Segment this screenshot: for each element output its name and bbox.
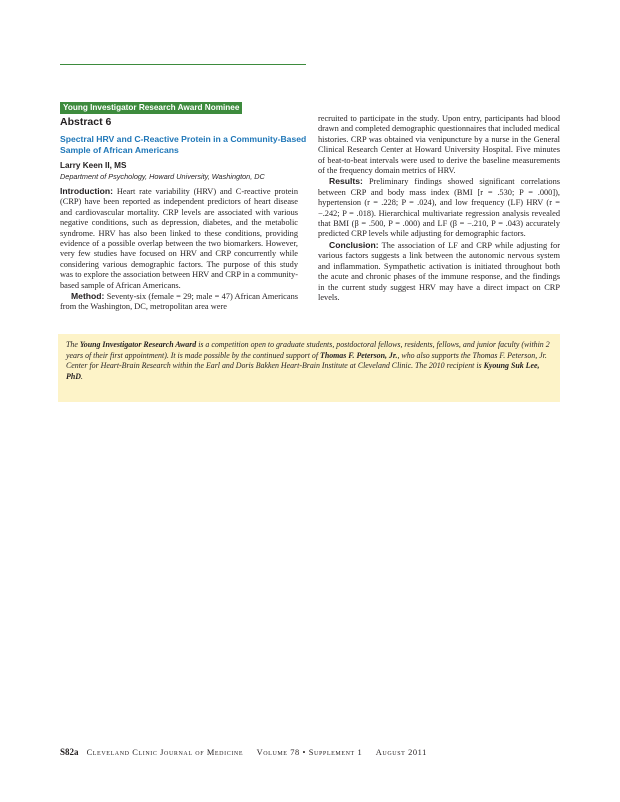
conclusion-heading: Conclusion:: [329, 239, 379, 250]
note-text: The: [66, 340, 80, 349]
award-note-box: [58, 334, 560, 402]
author: Larry Keen II, MS: [60, 161, 127, 170]
top-rule: [60, 64, 306, 65]
note-recipient: Kyoung Suk Lee, PhD: [66, 361, 540, 381]
abstract-title: Spectral HRV and C-Reactive Protein in a Community-Based Sample of African Americans: [60, 134, 307, 155]
issue-date: August 2011: [375, 748, 427, 757]
abstract-number: Abstract 6: [60, 116, 112, 128]
note-award-name: Young Investigator Research Award: [79, 340, 197, 349]
method-text: Seventy-six (female = 29; male = 47) African Americans from the Washington, DC, metropolitan area were: [60, 292, 298, 312]
conclusion-text: The association of LF and CRP while adjusting for various factors suggests a link between the autonomic nervous system and inflammation. Sympathetic activation is initiated throughout both the acute and chronic phases of the immune response, and the findings in the current study suggest HRV may have a direct impact on CRP levels.: [318, 240, 561, 302]
note-text: , who also supports the Thomas F. Peterson, Jr. Center for Heart-Brain Research within the Earl and Doris Bakken Heart-Brain Institute at Cleveland Clinic. The 2010 recipient is: [66, 350, 547, 371]
volume: Volume 78: [256, 748, 300, 757]
method-paragraph: [60, 291, 298, 313]
journal-name: Cleveland Clinic Journal of Medicine: [86, 748, 244, 757]
page-number: S82a: [60, 747, 79, 757]
note-sponsor: Thomas F. Peterson, Jr.: [320, 350, 398, 360]
conclusion-paragraph: [318, 240, 560, 303]
introduction-paragraph: [60, 186, 298, 291]
method-text-continued: recruited to participate in the study. Upon entry, participants had blood drawn and completed demographic questionnaires that included medical histories. CRP was obtained via venipuncture by a nurse in the General Clinical Research Center at Howard University Hospital. Five minutes of beat-to-beat intervals were used to derive the baseline measurements of the frequency domain metrics of HRV.: [318, 114, 560, 176]
method-continued: [318, 114, 560, 176]
results-paragraph: [318, 176, 560, 239]
bullet-separator: •: [302, 748, 307, 757]
introduction-text: Heart rate variability (HRV) and C-reactive protein (CRP) have been reported as independent predictors of heart disease and cardiovascular mortality. CRP levels are associated with various negative conditions, such as depression, diabetes, and the metabolic syndrome. HRV has also been linked to these conditions, providing evidence of a possible overlap between the two biomarkers. However, very few studies have focused on HRV and CRP concurrently while considering various demographic factors. The purpose of this study was to explore the association between HRV and CRP in a community-based sample of African Americans.: [60, 187, 298, 290]
note-text: is a competition open to graduate students, postdoctoral fellows, residents, fellows, and junior faculty (within 2 years of their first appointment). It is made possible by the continued support of: [66, 340, 550, 360]
supplement: Supplement 1: [308, 748, 363, 757]
introduction-heading: Introduction:: [60, 186, 113, 196]
results-text: Preliminary findings showed significant correlations between CRP and body mass index (BMI [r = .530; P = .000]), hypertension (r = .228; P = .024), and low frequency (LF) HRV (r = −.242; P = .018). Hierarchical multivariate regression analysis revealed that BMI (β = .500, P = .000) and LF (β = −.210, P = .043) accurately predicted CRP levels while adjusting for demographic factors.: [318, 177, 561, 239]
left-column: [60, 186, 298, 313]
affiliation: Department of Psychology, Howard University, Washington, DC: [60, 172, 265, 181]
award-note: [66, 340, 552, 382]
page-footer: [60, 747, 427, 757]
results-heading: Results:: [329, 176, 363, 187]
method-heading: Method:: [71, 291, 105, 302]
award-badge: Young Investigator Research Award Nominee: [60, 102, 242, 114]
right-column: [318, 114, 560, 303]
note-text: .: [80, 371, 83, 381]
